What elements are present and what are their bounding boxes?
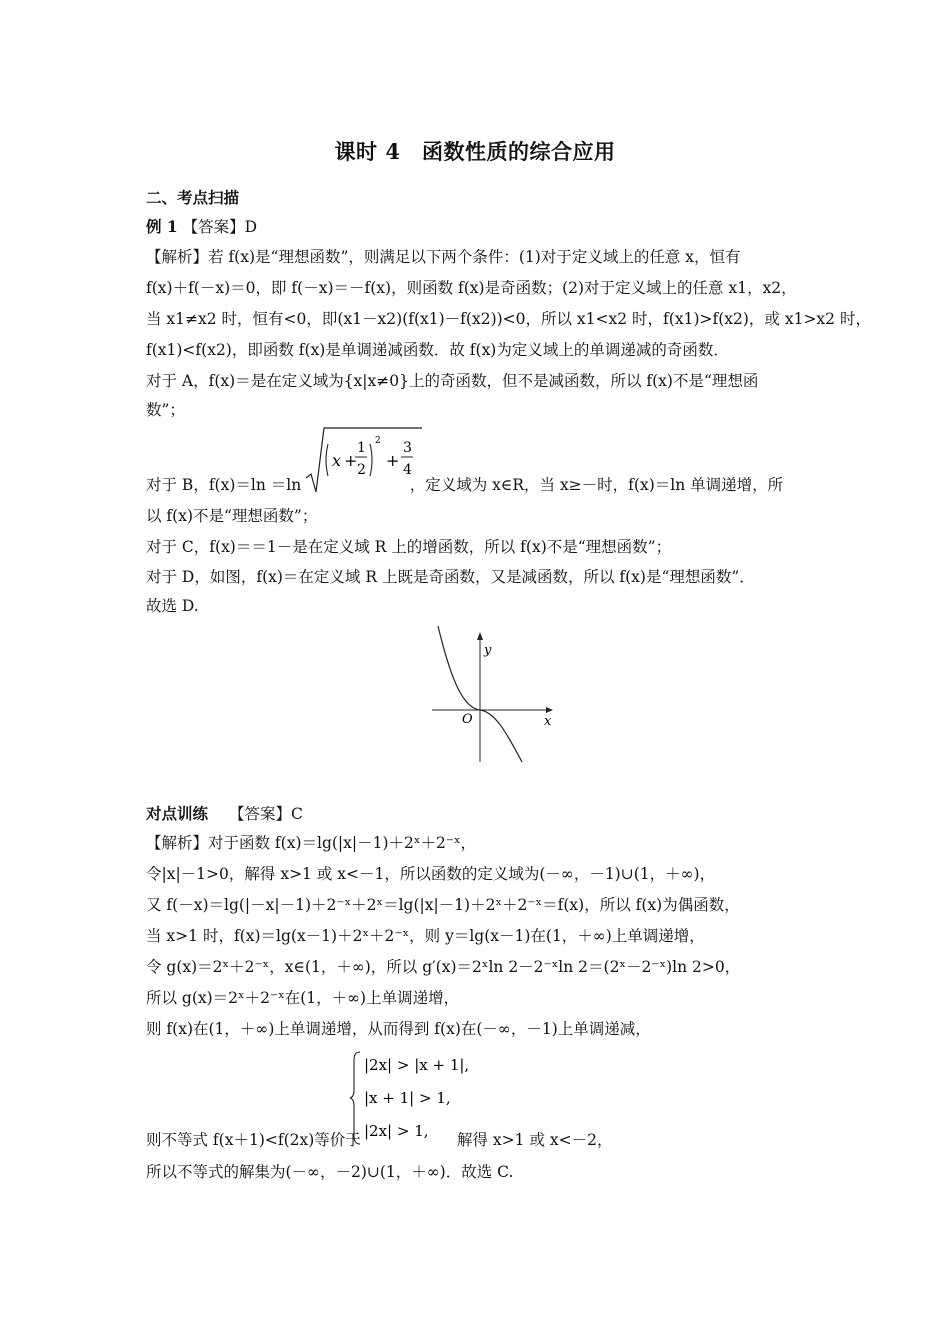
x-axis-arrow [546, 707, 553, 713]
inequality-system [350, 1048, 470, 1148]
sqrt-den-2: 4 [403, 462, 412, 478]
ex1-line-10: 对于 D，如图，f(x)＝在定义域 R 上既是奇函数，又是减函数，所以 f(x)是“理想函数”． [146, 568, 755, 586]
analysis-tag: 【解析】 [146, 248, 209, 266]
ex1-line-1 [146, 250, 741, 266]
sqrt-plus-2: + [386, 451, 400, 470]
x-label: x [544, 714, 552, 729]
sqrt-num: 1 [357, 440, 366, 456]
tr-line-4: 当 x>1 时，f(x)＝lg(x－1)＋2ˣ＋2⁻ˣ，则 y＝lg(x－1)在(1，＋∞)上单调递增， [146, 927, 705, 945]
tr-line-5: 令 g(x)＝2ˣ＋2⁻ˣ，x∈(1，＋∞)，所以 g′(x)＝2ˣln 2－2⁻ˣln 2＝(2ˣ－2⁻ˣ)ln 2>0， [146, 958, 741, 976]
ex1-line-7: 对于 B，f(x)＝ln ＝ln ，定义域为 x∈R，当 x≥－时，f(x)＝ln 单调递增，所 [146, 476, 784, 494]
tr-line-8b: 解得 x>1 或 x<－2， [457, 1131, 613, 1149]
example-label: 例 1 [146, 217, 178, 236]
tr-line-9: 所以不等式的解集为(－∞，－2)∪(1，＋∞)．故选 C. [146, 1163, 514, 1181]
y-axis-arrow [477, 632, 483, 640]
odd-function-graph [430, 624, 555, 764]
ex1-line-4: f(x1)<f(x2)，即函数 f(x)是单调递减函数．故 f(x)为定义域上的单调递减的奇函数． [146, 341, 729, 359]
ex1-line-3: 当 x1≠x2 时，恒有<0，即(x1－x2)(f(x1)－f(x2))<0，所以 x1<x2 时，f(x1)>f(x2)，或 x1>x2 时， [146, 310, 871, 328]
training-label: 对点训练 [146, 804, 209, 823]
tr-line-8: 则不等式 f(x＋1)<f(2x)等价于 [146, 1131, 361, 1149]
system-row-2: |x + 1| > 1, [364, 1089, 451, 1107]
training-answer: 【答案】C [228, 805, 303, 823]
tr-line-6: 所以 g(x)＝2ˣ＋2⁻ˣ在(1，＋∞)上单调递增， [146, 989, 460, 1007]
ex1-line-9: 对于 C，f(x)＝＝1－是在定义域 R 上的增函数，所以 f(x)不是“理想函数”； [146, 538, 672, 556]
tr-line-7: 则 f(x)在(1，＋∞)上单调递增，从而得到 f(x)在(－∞，－1)上单调递减， [146, 1020, 651, 1038]
ex1-line-1-text: 若 f(x)是“理想函数”，则满足以下两个条件：(1)对于定义域上的任意 x，恒有 [208, 248, 741, 266]
page-title: 课时 4 函数性质的综合应用 [334, 139, 616, 164]
ex1-line-5: 对于 A，f(x)＝是在定义域为{x|x≠0}上的奇函数，但不是减函数，所以 f(x)不是“理想函 [146, 372, 759, 390]
ex1-line-6: 数”； [146, 401, 185, 419]
ex1-line-11: 故选 D. [146, 597, 199, 615]
system-row-1: |2x| > |x + 1|, [364, 1056, 470, 1074]
system-row-3: |2x| > 1, [364, 1122, 429, 1140]
y-label: y [484, 643, 492, 658]
sqrt-plus-1: + [344, 451, 358, 470]
sqrt-x: x [332, 451, 342, 470]
sqrt-den: 2 [357, 462, 366, 478]
example-answer: 【答案】D [182, 218, 258, 236]
example-1-header [146, 219, 257, 236]
section-heading: 二、考点扫描 [146, 188, 240, 207]
tr-line-3: 又 f(－x)＝lg(|－x|－1)＋2⁻ˣ＋2ˣ＝lg(|x|－1)＋2ˣ＋2⁻ˣ＝f(x)，所以 f(x)为偶函数， [146, 896, 740, 914]
tr-line-2: 令|x|－1>0，解得 x>1 或 x<－1，所以函数的定义域为(－∞，－1)∪(1，＋∞)， [146, 865, 716, 883]
training-header [146, 806, 303, 823]
ex1-line-2: f(x)＋f(－x)＝0，即 f(－x)＝－f(x)，则函数 f(x)是奇函数；(2)对于定义域上的任意 x1，x2， [146, 279, 797, 297]
ex1-line-8: 以 f(x)不是“理想函数”； [146, 507, 318, 525]
sqrt-num-2: 3 [403, 440, 412, 456]
sqrt-exp: 2 [375, 436, 381, 446]
origin-label: O [462, 712, 473, 727]
tr-line-1: 【解析】对于函数 f(x)＝lg(|x|－1)＋2ˣ＋2⁻ˣ， [146, 834, 477, 852]
